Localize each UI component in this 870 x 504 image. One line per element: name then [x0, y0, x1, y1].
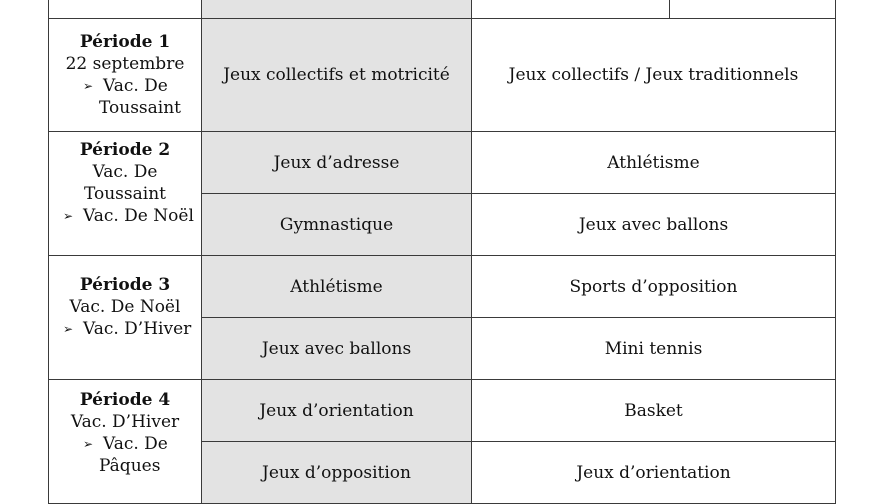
arrow-bullet-icon	[289, 0, 307, 2]
activity-cell-col1: Jeux d’orientation	[202, 380, 472, 442]
header-row	[49, 0, 836, 19]
activity-cell-col1: Athlétisme	[202, 256, 472, 318]
period-cell	[49, 132, 202, 256]
activity-cell-col2: Mini tennis	[472, 318, 836, 380]
period-start: 22 septembre	[65, 54, 185, 74]
arrow-bullet-icon: ➢	[83, 436, 94, 451]
period-end-line	[49, 75, 201, 97]
header-cell-split	[472, 0, 836, 19]
header-cell-time	[202, 0, 472, 19]
period-end: Vac. D’Hiver	[83, 318, 192, 339]
activity-cell-col2: Basket	[472, 380, 836, 442]
arrow-bullet-icon: ➢	[63, 321, 74, 336]
activity-cell-col2: Jeux avec ballons	[472, 194, 836, 256]
header-divider	[669, 0, 670, 18]
period-cell	[49, 19, 202, 132]
activity-cell-col1: Jeux avec ballons	[202, 318, 472, 380]
period-1-row	[49, 19, 836, 132]
period-title: Période 4	[79, 389, 171, 410]
header-cell-empty	[49, 0, 202, 19]
period-start-cont: Toussaint	[83, 183, 166, 204]
period-title: Période 1	[79, 32, 171, 52]
period-end-line	[49, 205, 201, 227]
activity-cell-col1: Jeux d’adresse	[202, 132, 472, 194]
period-end-cont: Toussaint	[99, 98, 182, 118]
period-end-cont: Pâques	[99, 455, 161, 476]
activity-cell-col1: Jeux d’opposition	[202, 442, 472, 504]
period-3-row-a	[49, 256, 836, 318]
activity-cell-col1: Jeux collectifs et motricité	[202, 19, 472, 132]
period-4-row-a	[49, 380, 836, 442]
period-end-line	[49, 318, 201, 340]
planning-table	[48, 0, 836, 504]
period-cell	[49, 380, 202, 504]
period-cell	[49, 256, 202, 380]
period-end-line	[49, 433, 201, 455]
period-2-row-a	[49, 132, 836, 194]
header-time-text	[313, 0, 384, 1]
period-title: Période 3	[79, 274, 171, 295]
activity-cell-col1: Gymnastique	[202, 194, 472, 256]
arrow-bullet-icon: ➢	[63, 208, 74, 223]
period-start: Vac. D’Hiver	[70, 411, 180, 432]
arrow-bullet-icon: ➢	[83, 79, 94, 93]
activity-cell-col2: Jeux d’orientation	[472, 442, 836, 504]
period-start: Vac. De Noël	[69, 296, 181, 317]
period-title: Période 2	[79, 139, 171, 160]
activity-cell-col2: Jeux collectifs / Jeux traditionnels	[472, 19, 836, 132]
period-start: Vac. De	[92, 161, 158, 182]
period-end: Vac. De	[103, 76, 168, 96]
period-end: Vac. De Noël	[83, 205, 194, 226]
period-end: Vac. De	[103, 433, 168, 454]
activity-cell-col2: Athlétisme	[472, 132, 836, 194]
activity-cell-col2: Sports d’opposition	[472, 256, 836, 318]
